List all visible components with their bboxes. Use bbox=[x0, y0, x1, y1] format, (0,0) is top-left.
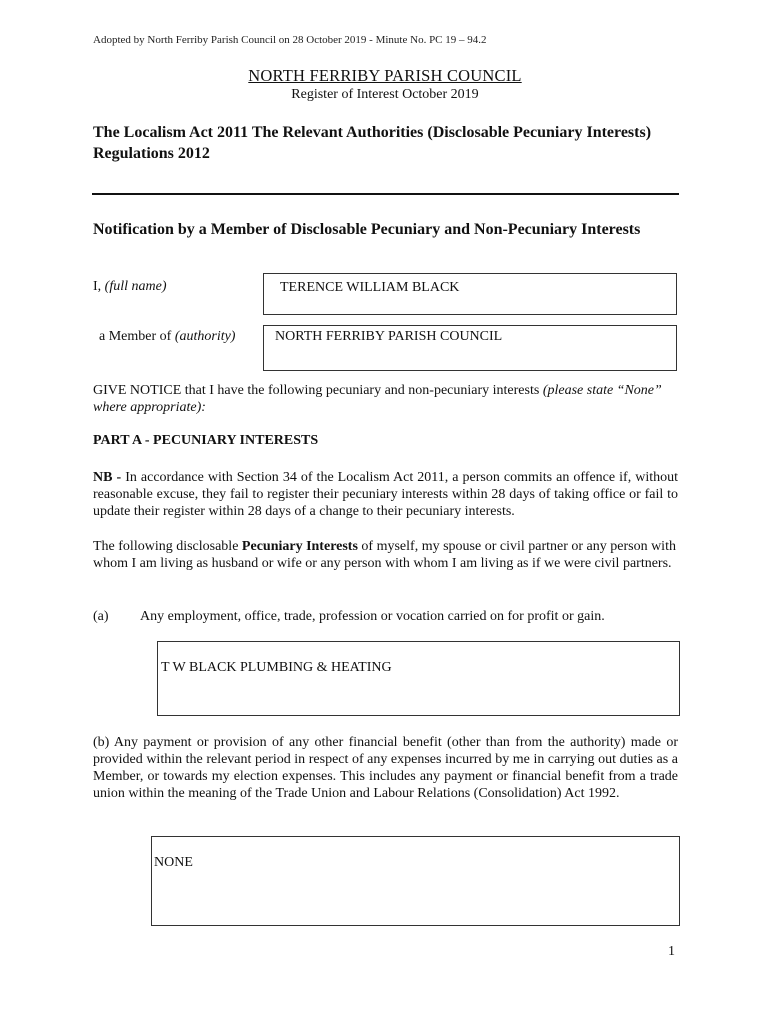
full-name-hint: (full name) bbox=[104, 279, 167, 294]
item-a-answer: T W BLACK PLUMBING & HEATING bbox=[161, 660, 392, 675]
following-paragraph bbox=[93, 538, 678, 572]
item-b-answer: NONE bbox=[154, 855, 193, 870]
item-a-text: Any employment, office, trade, profession or vocation carried on for profit or gain. bbox=[140, 609, 605, 624]
following-pre: The following disclosable bbox=[93, 539, 239, 554]
notice-text: GIVE NOTICE that I have the following pecuniary and non-pecuniary interests bbox=[93, 383, 540, 398]
page-number: 1 bbox=[668, 944, 675, 959]
nb-paragraph bbox=[93, 469, 678, 520]
item-b-answer-field[interactable] bbox=[151, 836, 680, 926]
item-a-letter: (a) bbox=[93, 609, 109, 624]
item-a-answer-field[interactable] bbox=[157, 641, 680, 716]
item-b-paragraph: (b) Any payment or provision of any other financial benefit (other than from the authority) made or provided within the relevant period in respect of any expenses incurred by me in carrying out duties as a Member, or towards my election expenses. This includes any payment or financial benefit from a trade union within the meaning of the Trade Union and Labour Relations (Consolidation) Act 1992. bbox=[93, 735, 678, 801]
full-name-value: TERENCE WILLIAM BLACK bbox=[280, 280, 460, 295]
authority-value: NORTH FERRIBY PARISH COUNCIL bbox=[275, 329, 503, 344]
nb-label: NB - bbox=[93, 470, 122, 485]
act-title: The Localism Act 2011 The Relevant Authorities (Disclosable Pecuniary Interests) Regulations 2012 bbox=[93, 124, 652, 162]
following-bold: Pecuniary Interests bbox=[241, 539, 358, 554]
authority-hint: (authority) bbox=[174, 329, 236, 344]
give-notice-paragraph bbox=[93, 382, 681, 416]
council-title: NORTH FERRIBY PARISH COUNCIL bbox=[248, 66, 522, 85]
authority-field[interactable] bbox=[263, 325, 677, 371]
full-name-field[interactable] bbox=[263, 273, 677, 315]
authority-prefix: a Member of bbox=[99, 329, 172, 344]
register-subtitle: Register of Interest October 2019 bbox=[291, 87, 479, 102]
adoption-note: Adopted by North Ferriby Parish Council on 28 October 2019 - Minute No. PC 19 – 94.2 bbox=[93, 34, 487, 46]
divider bbox=[92, 193, 679, 195]
full-name-label bbox=[93, 279, 167, 295]
name-prefix: I, bbox=[93, 279, 102, 294]
nb-text: In accordance with Section 34 of the Localism Act 2011, a person commits an offence if, without reasonable excuse, they fail to register their pecuniary interests within 28 days of taking office or fail to update their register within 28 days of a change to their pecuniary interests. bbox=[93, 470, 679, 519]
notification-title: Notification by a Member of Disclosable Pecuniary and Non-Pecuniary Interests bbox=[93, 221, 641, 238]
authority-label bbox=[99, 329, 235, 345]
following-post: of myself, my spouse or civil partner or any person with whom I am living as husband or wife or any person with whom I am living as if we were civil partners. bbox=[93, 539, 676, 571]
notice-italic: (please state “None” where appropriate): bbox=[93, 383, 662, 415]
part-a-heading: PART A - PECUNIARY INTERESTS bbox=[93, 433, 319, 448]
